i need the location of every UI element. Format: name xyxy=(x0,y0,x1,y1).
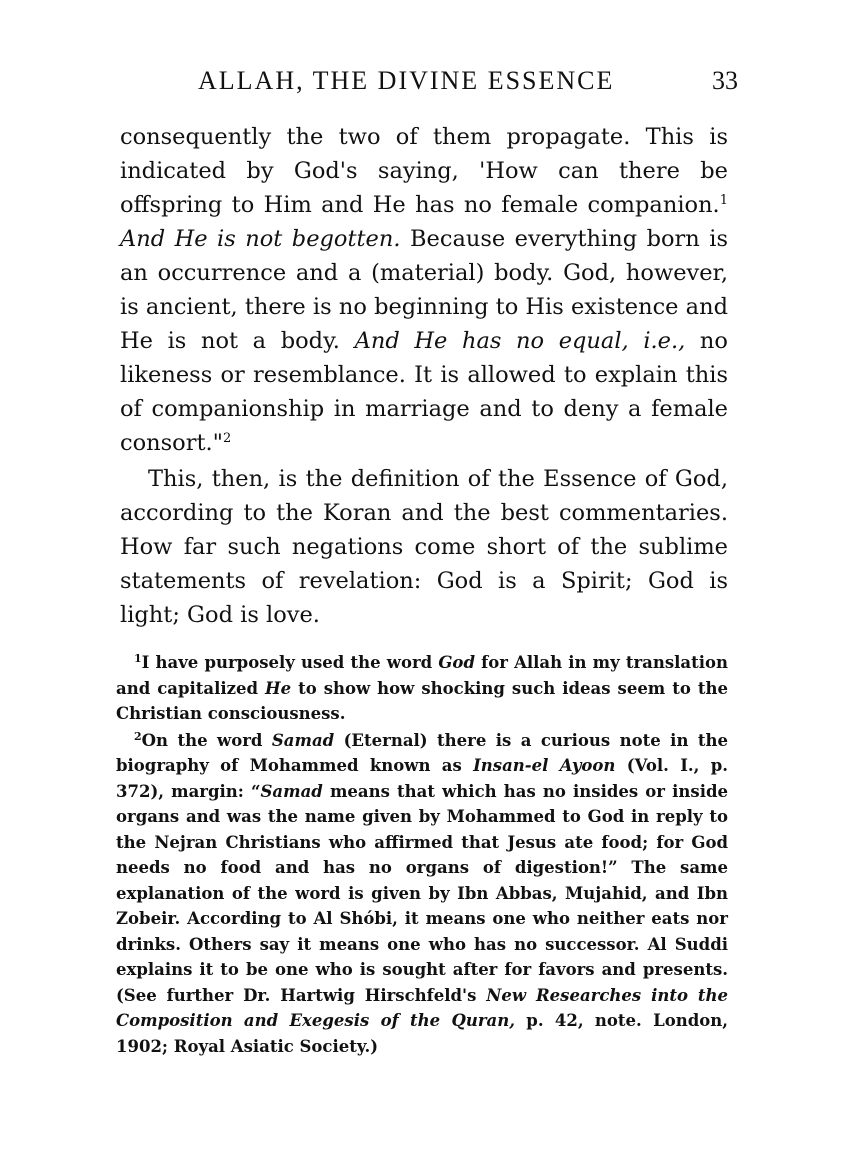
footnote-2-italic-b: Insan-el Ayoon xyxy=(473,756,616,775)
footnote-2 xyxy=(116,728,728,1060)
footnote-1-italic-a: God xyxy=(438,653,475,672)
footnote-2-italic-c: Samad xyxy=(260,781,323,801)
footnote-2-text-b: (Eternal) there is a curious note in the biography of Mohammed known as xyxy=(116,730,728,775)
p1-italic-2: And He has no equal, i.e., xyxy=(354,328,686,354)
p1-text-1: consequently the two of them propagate. This is indicated by God's saying, 'How can there be offspring to Him and He has no female companion. xyxy=(120,124,728,218)
paragraph-2: This, then, is the definition of the Essence of God, according to the Koran and the best commentaries. How far such negations come short of the sublime statements of revelation: God is a Spirit; God is light; God is love. xyxy=(120,466,728,628)
footnote-1-text-a: I have purposely used the word xyxy=(141,653,439,672)
body-text xyxy=(120,120,728,632)
footnotes xyxy=(116,650,728,1059)
footnote-ref-1: 1 xyxy=(719,193,728,208)
footnote-2-text-e: p. 42, note. London, 1902; Royal Asiatic Society.) xyxy=(116,1011,728,1056)
footnote-1-text-b: for Allah in my translation and capitalized xyxy=(116,653,729,698)
footnote-2-italic-a: Samad xyxy=(271,730,335,750)
footnote-1-marker: 1 xyxy=(134,652,142,665)
footnote-2-marker: 2 xyxy=(134,729,142,743)
running-head xyxy=(118,66,738,106)
footnote-ref-2: 2 xyxy=(223,431,232,446)
p1-italic-1: And He is not begotten. xyxy=(120,226,401,252)
footnote-1-text-c: to show how shocking such ideas seem to the Christian consciousness. xyxy=(116,678,728,723)
footnote-1-italic-b: He xyxy=(265,678,292,698)
footnote-2-text-d: means that which has no insides or inside organs and was the name given by Mohammed to God in reply to the Nejran Christians who affirmed that Jesus ate food; for God needs no food and has no organs of digestion!” The same explanation of the word is given by Ibn Abbas, Mujahid, and Ibn Zobeir. According to Al Shóbi, it means one who neither eats nor drinks. Others say it means one who has no successor. Al Suddi explains it to be one who is sought after for favors and presents. (See further Dr. Hartwig Hirschfeld's xyxy=(116,781,728,1005)
footnote-2-text-c: (Vol. I., p. 372), margin: “ xyxy=(116,756,728,801)
paragraph-1 xyxy=(120,120,728,460)
footnote-2-text-a: On the word xyxy=(141,730,272,750)
running-title: ALLAH, THE DIVINE ESSENCE xyxy=(198,66,615,95)
footnote-1 xyxy=(116,650,728,727)
p1-text-3: no likeness or resemblance. It is allowed to explain this of companionship in marriage and to deny a female consort." xyxy=(120,328,728,456)
footnote-2-italic-d: New Researches into the Composition and Exegesis of the Quran, xyxy=(116,985,728,1030)
page-number: 33 xyxy=(712,66,738,95)
p1-text-2: Because everything born is an occurrence and a (material) body. God, however, is ancient, there is no beginning to His existence and He is not a body. xyxy=(120,226,728,354)
